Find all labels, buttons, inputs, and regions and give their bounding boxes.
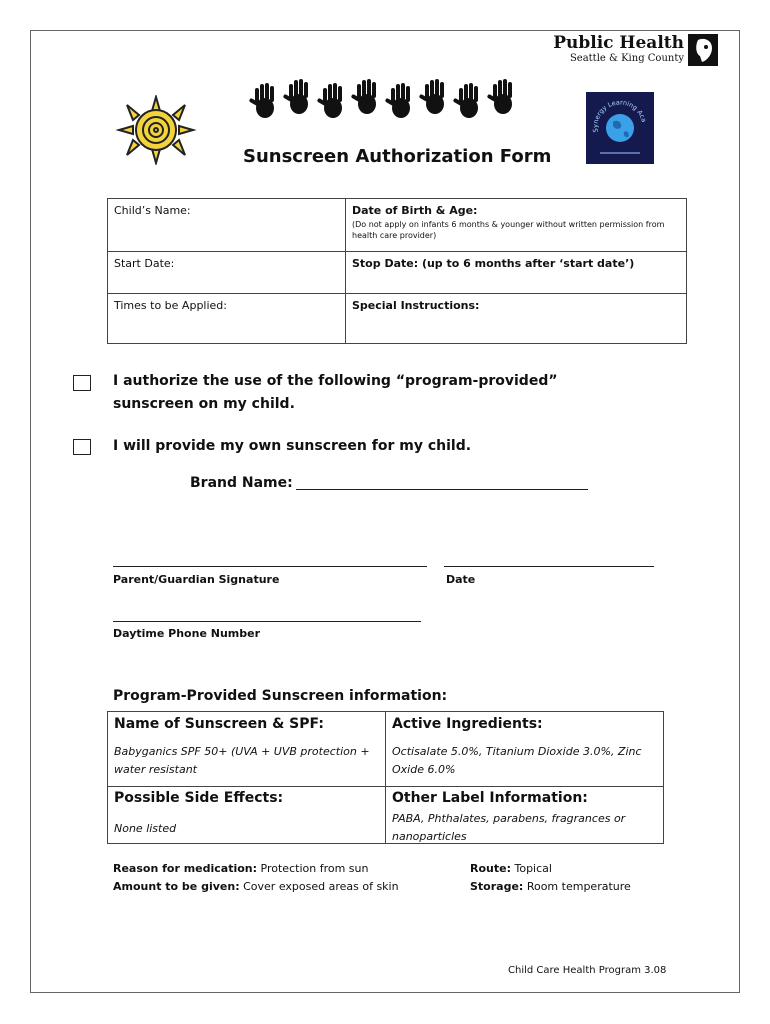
sunscreen-name-value: Babyganics SPF 50+ (UVA + UVB protection + water resistant (114, 745, 370, 776)
amount-label: Amount to be given: (113, 880, 240, 893)
times-field[interactable] (108, 294, 345, 317)
route-row (470, 862, 552, 875)
sun-icon (115, 95, 197, 165)
special-instructions-field[interactable] (346, 294, 686, 317)
stop-date-field[interactable] (346, 252, 686, 275)
times-label: Times to be Applied: (114, 299, 227, 312)
reason-value: Protection from sun (260, 862, 369, 875)
child-name-label: Child’s Name: (114, 204, 191, 217)
handprints-icon (248, 78, 524, 120)
side-effects-header: Possible Side Effects: (114, 790, 284, 806)
brand-name-label: Brand Name: (190, 475, 293, 491)
child-name-field[interactable] (108, 199, 345, 222)
active-ingredients-header: Active Ingredients: (392, 716, 543, 732)
phone-line[interactable] (113, 621, 421, 622)
program-info-heading: Program-Provided Sunscreen information: (113, 688, 448, 704)
own-sunscreen-checkbox[interactable] (73, 439, 91, 455)
other-label-header: Other Label Information: (392, 790, 588, 806)
side-effects-value: None listed (114, 822, 177, 835)
child-info-table (107, 198, 687, 344)
start-date-field[interactable] (108, 252, 345, 275)
reason-row (113, 862, 368, 875)
sunscreen-name-header: Name of Sunscreen & SPF: (114, 716, 324, 732)
org-name: Public Health (553, 33, 684, 53)
amount-row (113, 880, 399, 893)
stop-date-label: Stop Date: (up to 6 months after ‘start date’) (352, 257, 635, 270)
dob-note: (Do not apply on infants 6 months & younger without written permission from health care provider) (352, 220, 665, 240)
route-value: Topical (514, 862, 552, 875)
phone-label: Daytime Phone Number (113, 627, 260, 640)
own-sunscreen-text: I will provide my own sunscreen for my child. (113, 438, 472, 454)
start-date-label: Start Date: (114, 257, 175, 270)
parent-signature-line[interactable] (113, 566, 427, 567)
amount-value: Cover exposed areas of skin (243, 880, 399, 893)
page-title: Sunscreen Authorization Form (243, 146, 552, 167)
program-info-table (107, 711, 664, 844)
date-line[interactable] (444, 566, 654, 567)
storage-row (470, 880, 631, 893)
special-instructions-label: Special Instructions: (352, 299, 480, 312)
academy-name: Synergy Learning Aca (591, 98, 648, 133)
form-page (30, 30, 740, 993)
route-label: Route: (470, 862, 511, 875)
public-health-logo (553, 34, 684, 65)
org-subtitle: Seattle & King County (569, 53, 684, 64)
dob-label: Date of Birth & Age: (352, 204, 478, 217)
storage-label: Storage: (470, 880, 524, 893)
parent-signature-label: Parent/Guardian Signature (113, 573, 280, 586)
dob-field[interactable] (346, 199, 686, 246)
program-provided-checkbox[interactable] (73, 375, 91, 391)
storage-value: Room temperature (526, 880, 631, 893)
active-ingredients-value: Octisalate 5.0%, Titanium Dioxide 3.0%, Zinc Oxide 6.0% (392, 745, 642, 776)
program-provided-text: I authorize the use of the following “program-provided” sunscreen on my child. (113, 373, 558, 412)
date-label: Date (446, 573, 476, 586)
academy-logo (586, 92, 654, 164)
reason-label: Reason for medication: (113, 862, 258, 875)
other-label-value: PABA, Phthalates, parabens, fragrances or nanoparticles (392, 812, 626, 843)
public-health-emblem-icon (688, 34, 718, 66)
footer-text: Child Care Health Program 3.08 (508, 965, 667, 976)
brand-name-input[interactable] (296, 489, 588, 490)
